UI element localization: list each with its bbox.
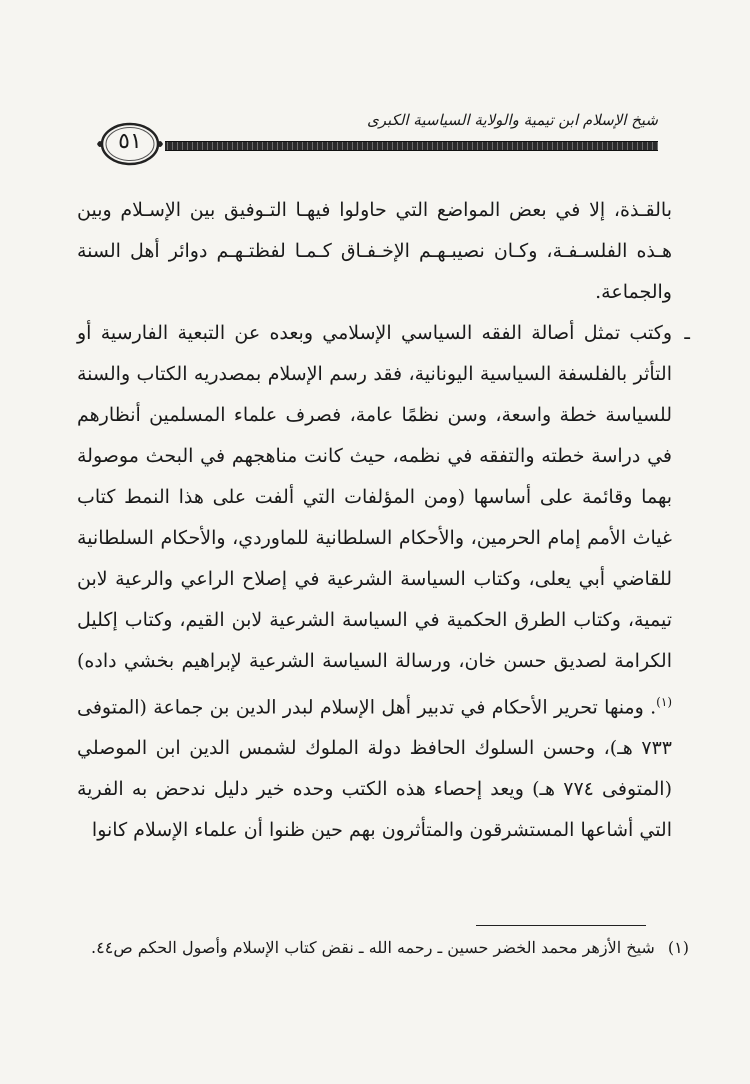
bullet-paragraph [77, 313, 690, 851]
footnote-reference[interactable]: (١) [656, 695, 672, 709]
footnote [77, 933, 689, 963]
footnote-text: شيخ الأزهر محمد الخضر حسين ـ رحمه الله ـ نقض كتاب الإسلام وأصول الحكم ص٤٤. [91, 938, 655, 957]
bullet-dash: ـ [684, 322, 690, 344]
paragraph-text: وكتب تمثل أصالة الفقه السياسي الإسلامي وبعده عن التبعية الفارسية أو التأثر بالفلسفة السياسية اليونانية، فقد رسم الإسلام بمصدريه الكتاب والسنة للسياسة خطة واسعة، وسن نظمًا عامة، فصرف علماء المسلمين أنظارهم في دراسة خطته والتفقه في نظمه، حيث كانت مناهجهم في البحث موصولة بهما وقائمة على أساسها (ومن المؤلفات التي ألفت على هذا النمط كتاب غياث الأمم إمام الحرمين، والأحكام السلطانية للماوردي، والأحكام السلطانية للقاضي أبي يعلى، وكتاب السياسة الشرعية في إصلاح الراعي والرعية لابن تيمية، وكتاب الطرق الحكمية في السياسة الشرعية لابن القيم، وكتاب إكليل الكرامة لصديق حسن خان، ورسالة السياسة الشرعية لإبراهيم بخشي داده) [77, 322, 672, 672]
paragraph-continuation: بالقـذة، إلا في بعض المواضع التي حاولوا فيهـا التـوفيق بين الإسـلام وبين هـذه الفلسـفـة، وكـان نصيبـهـم الإخـفـاق كـمـا لفظتـهـم دوائر أهل السنة والجماعة. [77, 199, 672, 303]
main-text [77, 190, 690, 851]
page-number: ٥١ [118, 129, 142, 154]
footnote-marker: (١) [667, 938, 689, 957]
running-header-title: شيخ الإسلام ابن تيمية والولاية السياسية الكبرى [366, 111, 658, 129]
page-number-badge [95, 118, 165, 170]
header-rule [165, 141, 658, 151]
paragraph-text-continued: . ومنها تحرير الأحكام في تدبير أهل الإسلام لبدر الدين بن جماعة (المتوفى ٧٣٣ هـ)، وحسن السلوك الحافظ دولة الملوك لشمس الدين ابن الموصلي (المتوفى ٧٧٤ هـ) ويعد إحصاء هذه الكتب وحده خير دليل ندحض به الفرية التي أشاعها المستشرقون والمتأثرون بهم حين ظنوا أن علماء الإسلام كانوا [77, 696, 672, 842]
footnote-separator [476, 925, 646, 926]
